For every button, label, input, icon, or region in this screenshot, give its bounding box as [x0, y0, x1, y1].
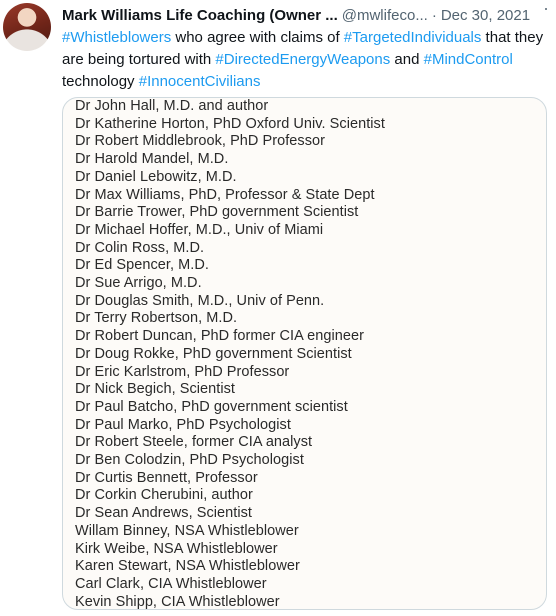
image-list-line: Dr Max Williams, PhD, Professor & State Dept: [75, 186, 375, 203]
image-list-line: Dr Ed Spencer, M.D.: [75, 257, 209, 274]
image-list-line: Dr Barrie Trower, PhD government Scientist: [75, 204, 359, 221]
author-avatar[interactable]: [3, 3, 51, 51]
image-list-line: Dr Harold Mandel, M.D.: [75, 151, 229, 168]
image-list-line: Dr John Hall, M.D. and author: [75, 98, 269, 114]
tweet-image[interactable]: [62, 97, 547, 610]
image-list-line: Dr Nick Begich, Scientist: [75, 381, 235, 398]
image-list-line: Dr Daniel Lebowitz, M.D.: [75, 168, 237, 185]
image-list-line: Dr Sue Arrigo, M.D.: [75, 275, 202, 292]
tweet-text-segment: and: [390, 51, 424, 68]
image-list-line: Karen Stewart, NSA Whistleblower: [75, 558, 300, 575]
image-list-line: Dr Katherine Horton, PhD Oxford Univ. Scientist: [75, 115, 385, 132]
whistleblower-list: [75, 98, 385, 610]
hashtag-link[interactable]: #TargetedIndividuals: [343, 29, 482, 46]
image-list-line: Dr Robert Duncan, PhD former CIA engineer: [75, 328, 364, 345]
hashtag-link[interactable]: #Whistleblowers: [62, 29, 172, 46]
author-name[interactable]: Mark Williams Life Coaching (Owner ...: [62, 7, 338, 24]
image-list-line: Dr Sean Andrews, Scientist: [75, 505, 252, 522]
tweet-text-segment: that they are being tortured with: [62, 29, 544, 68]
image-list-line: Dr Ben Colodzin, PhD Psychologist: [75, 452, 304, 469]
image-list-line: Dr Corkin Cherubini, author: [75, 487, 253, 504]
image-list-line: Dr Robert Steele, former CIA analyst: [75, 434, 313, 451]
tweet-date[interactable]: Dec 30, 2021: [440, 7, 531, 24]
author-handle[interactable]: @mwlifeco...: [341, 7, 428, 24]
image-list-line: Kevin Shipp, CIA Whistleblower: [75, 593, 280, 610]
image-list-line: Dr Paul Batcho, PhD government scientist: [75, 398, 348, 415]
hashtag-link[interactable]: #InnocentCivilians: [138, 73, 261, 90]
image-list-line: Dr Doug Rokke, PhD government Scientist: [75, 345, 352, 362]
image-list-line: Dr Terry Robertson, M.D.: [75, 310, 238, 327]
separator-dot: ·: [431, 7, 437, 24]
image-list-line: Dr Colin Ross, M.D.: [75, 239, 205, 256]
image-list-line: Dr Curtis Bennett, Professor: [75, 469, 258, 486]
tweet-header: [62, 6, 552, 26]
image-list-line: Dr Paul Marko, PhD Psychologist: [75, 416, 291, 433]
tweet-text: [62, 27, 552, 93]
image-list-line: Willam Binney, NSA Whistleblower: [75, 522, 299, 539]
hashtag-link[interactable]: #DirectedEnergyWeapons: [215, 51, 391, 68]
tweet-text-segment: who agree with claims of: [171, 29, 344, 46]
more-dots-icon[interactable]: [544, 4, 554, 14]
hashtag-link[interactable]: #MindControl: [423, 51, 513, 68]
image-list-line: Kirk Weibe, NSA Whistleblower: [75, 540, 278, 557]
tweet-text-segment: technology: [62, 73, 139, 90]
image-list-line: Carl Clark, CIA Whistleblower: [75, 575, 267, 592]
image-list-line: Dr Robert Middlebrook, PhD Professor: [75, 133, 326, 150]
image-list-line: Dr Eric Karlstrom, PhD Professor: [75, 363, 290, 380]
image-list-line: Dr Douglas Smith, M.D., Univ of Penn.: [75, 292, 325, 309]
image-list-line: Dr Michael Hoffer, M.D., Univ of Miami: [75, 221, 324, 238]
